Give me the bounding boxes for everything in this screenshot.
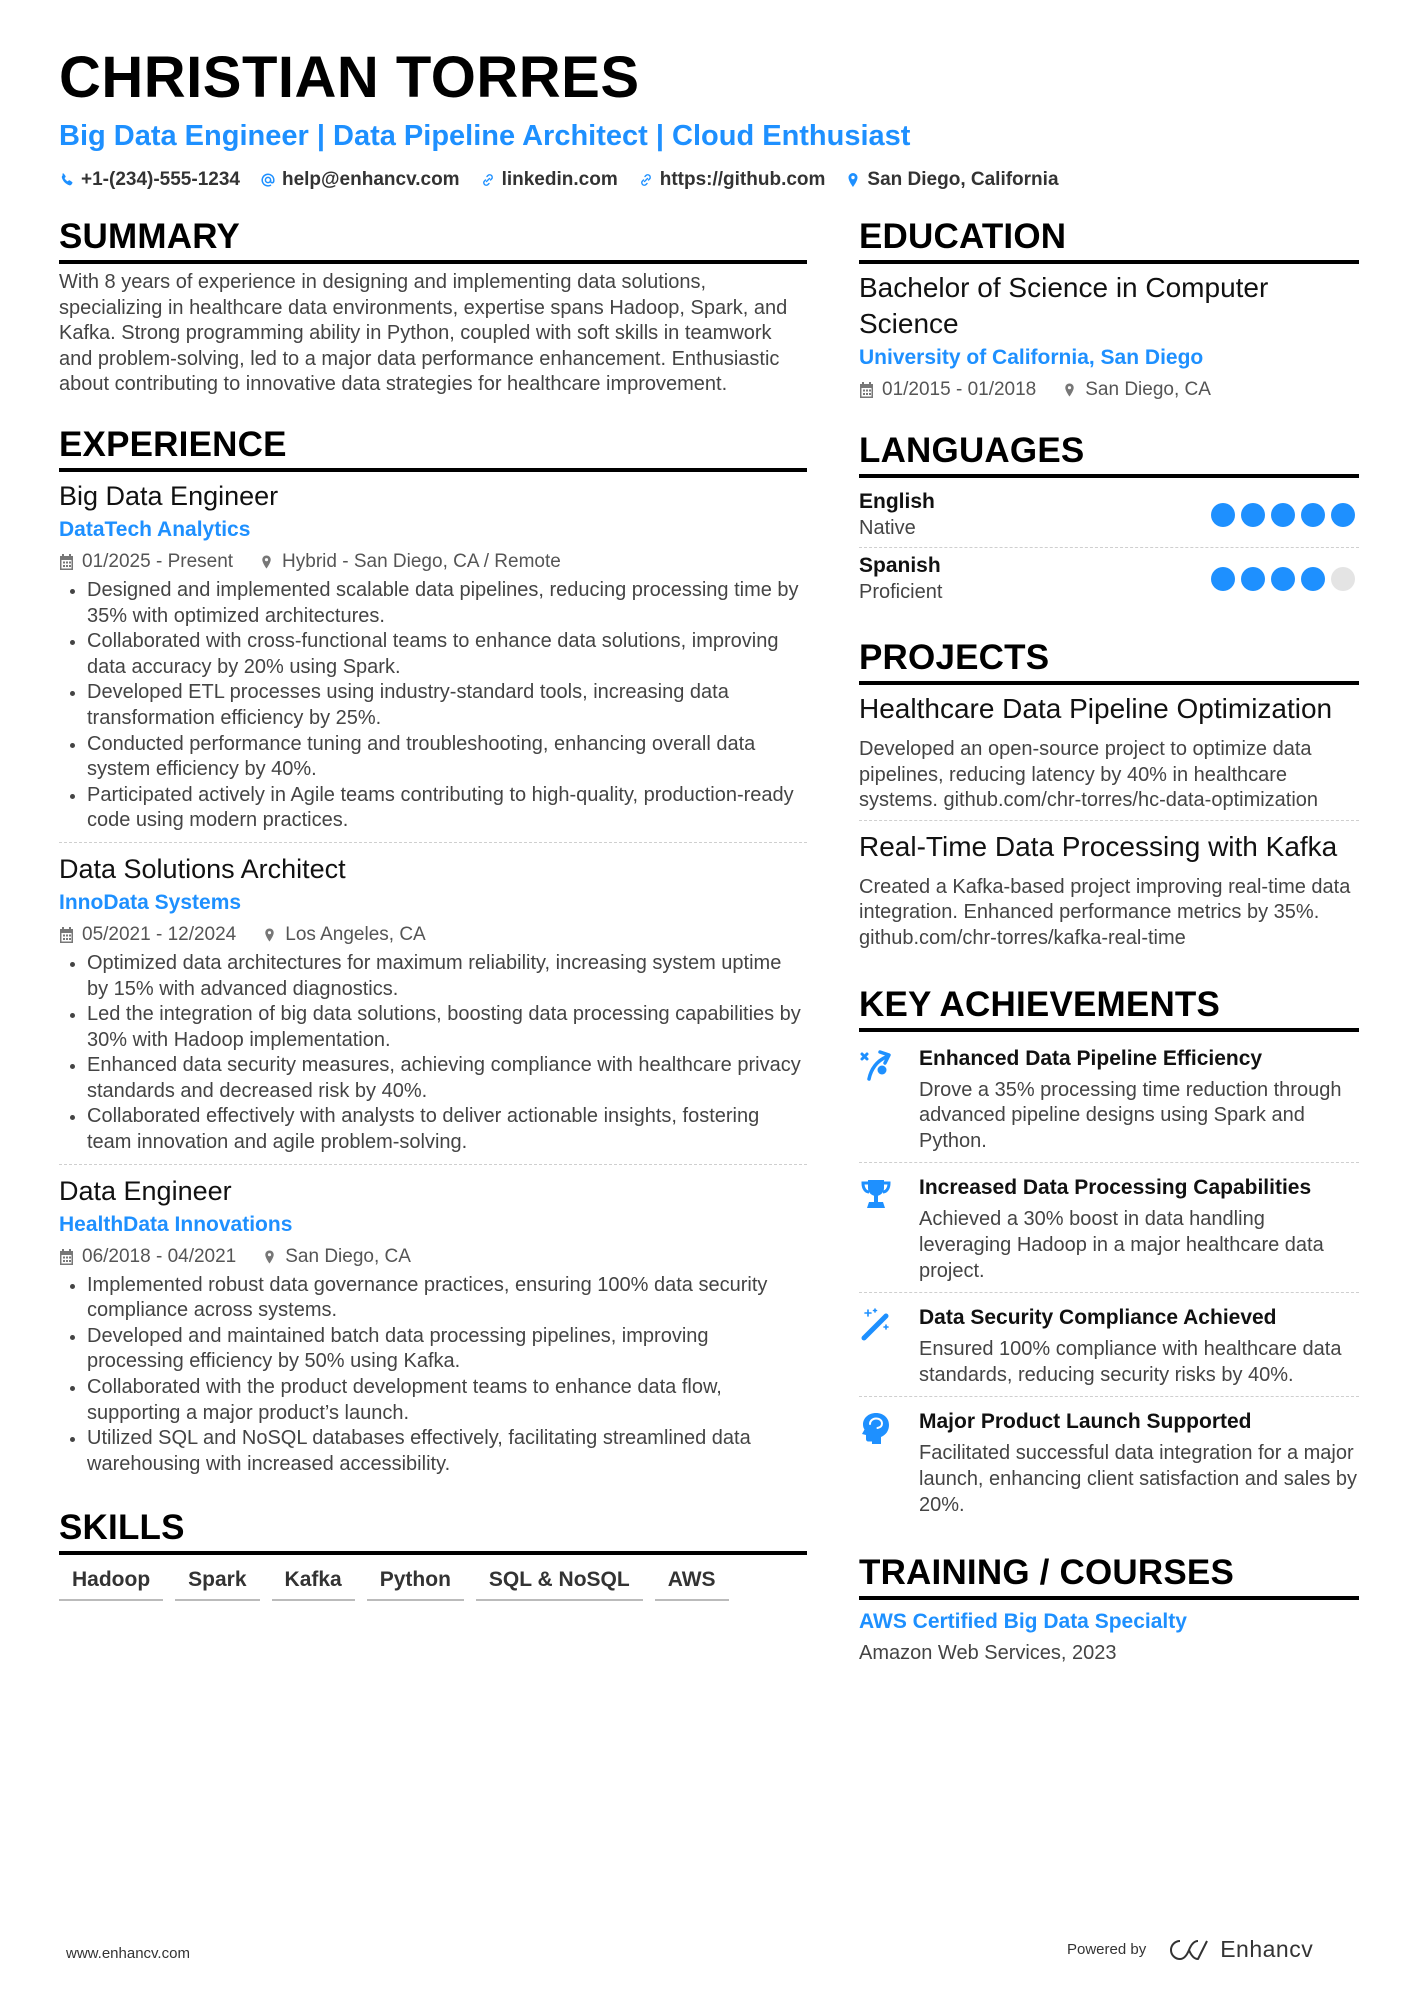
summary-section bbox=[59, 216, 807, 398]
section-title-education: EDUCATION bbox=[859, 217, 1067, 256]
achievement-description: Achieved a 30% boost in data handling leveraging Hadoop in a major healthcare data project. bbox=[919, 1208, 1324, 1282]
job-title: Data Solutions Architect bbox=[59, 853, 346, 884]
section-divider bbox=[59, 260, 807, 264]
bullet-item: Utilized SQL and NoSQL databases effectively, facilitating streamlined data warehousing with increased accessibility. bbox=[59, 1426, 807, 1477]
bullet-item: Designed and implemented scalable data pipelines, reducing processing time by 35% with optimized architectures. bbox=[59, 578, 807, 629]
linkedin-text: linkedin.com bbox=[501, 169, 618, 190]
education-location: San Diego, CA bbox=[1062, 376, 1211, 404]
rating-dot-filled bbox=[1331, 503, 1355, 527]
skills-list bbox=[59, 1563, 807, 1601]
skill-tag: Python bbox=[367, 1563, 464, 1601]
candidate-name: CHRISTIAN TORRES bbox=[59, 45, 640, 110]
location-pin-icon bbox=[845, 172, 861, 188]
calendar-icon bbox=[859, 382, 874, 398]
github-text: https://github.com bbox=[659, 169, 826, 190]
bullet-item: Developed and maintained batch data processing pipelines, improving processing efficiency by 50% using Kafka. bbox=[59, 1324, 807, 1375]
course-title: AWS Certified Big Data Specialty bbox=[859, 1610, 1187, 1634]
rating-dot-filled bbox=[1241, 567, 1265, 591]
rating-dot-filled bbox=[1271, 567, 1295, 591]
section-divider bbox=[59, 1551, 807, 1555]
language-name: English bbox=[859, 490, 935, 513]
right-column bbox=[859, 216, 1359, 1694]
section-divider bbox=[859, 1596, 1359, 1600]
bullet-item: Collaborated with the product development teams to enhance data flow, supporting a major product’s launch. bbox=[59, 1375, 807, 1426]
bullet-item: Conducted performance tuning and troubleshooting, enhancing overall data system efficiency by 40%. bbox=[59, 732, 807, 783]
achievement-item bbox=[859, 1292, 1359, 1396]
bullet-item: Led the integration of big data solutions, boosting data processing capabilities by 30% with Hadoop implementation. bbox=[59, 1002, 807, 1053]
contact-row bbox=[59, 166, 1359, 194]
project-item bbox=[859, 820, 1359, 958]
section-title-languages: LANGUAGES bbox=[859, 431, 1085, 470]
achievements-section bbox=[859, 984, 1359, 1527]
project-title: Healthcare Data Pipeline Optimization bbox=[859, 693, 1333, 724]
job-title: Big Data Engineer bbox=[59, 480, 279, 511]
skill-tag: Hadoop bbox=[59, 1563, 163, 1601]
section-divider bbox=[59, 468, 807, 472]
link-icon bbox=[480, 172, 496, 188]
bullet-item: Enhanced data security measures, achieving compliance with healthcare privacy standards and decreased risk by 40%. bbox=[59, 1053, 807, 1104]
achievement-item bbox=[859, 1162, 1359, 1292]
section-divider bbox=[859, 474, 1359, 478]
education-section bbox=[859, 216, 1359, 404]
bullet-item: Developed ETL processes using industry-standard tools, increasing data transformation efficiency by 25%. bbox=[59, 680, 807, 731]
contact-email[interactable] bbox=[260, 166, 460, 194]
skills-section bbox=[59, 1507, 807, 1601]
section-title-projects: PROJECTS bbox=[859, 638, 1050, 677]
rating-dot-filled bbox=[1211, 503, 1235, 527]
phone-text: +1-(234)-555-1234 bbox=[81, 169, 240, 190]
bullet-item: Optimized data architectures for maximum reliability, increasing system uptime by 15% with advanced diagnostics. bbox=[59, 951, 807, 1002]
skill-tag: Spark bbox=[175, 1563, 259, 1601]
powered-by-label: Powered by bbox=[1067, 1941, 1147, 1958]
section-divider bbox=[859, 681, 1359, 685]
left-column bbox=[59, 216, 807, 1627]
section-divider bbox=[859, 1028, 1359, 1032]
job-dates: 06/2018 - 04/2021 bbox=[59, 1243, 236, 1271]
achievement-item bbox=[859, 1396, 1359, 1526]
experience-entry bbox=[59, 842, 807, 1160]
contact-location bbox=[845, 166, 1058, 194]
degree-title: Bachelor of Science in Computer Science bbox=[859, 272, 1269, 339]
footer-website[interactable]: www.enhancv.com bbox=[66, 1945, 190, 1962]
contact-phone[interactable] bbox=[59, 166, 240, 194]
rating-dot-filled bbox=[1271, 503, 1295, 527]
projects-section bbox=[859, 637, 1359, 958]
calendar-icon bbox=[59, 554, 74, 570]
resume-header bbox=[59, 44, 1359, 194]
job-location: San Diego, CA bbox=[262, 1243, 411, 1271]
education-dates: 01/2015 - 01/2018 bbox=[859, 376, 1036, 404]
project-title: Real-Time Data Processing with Kafka bbox=[859, 830, 1338, 862]
trophy-icon bbox=[859, 1177, 893, 1211]
company-name: DataTech Analytics bbox=[59, 517, 251, 541]
experience-entry bbox=[59, 478, 807, 838]
job-location: Hybrid - San Diego, CA / Remote bbox=[259, 548, 561, 576]
bullet-item: Participated actively in Agile teams contributing to high-quality, production-ready code using modern practices. bbox=[59, 783, 807, 834]
job-title: Data Engineer bbox=[59, 1175, 232, 1206]
achievement-title: Major Product Launch Supported bbox=[919, 1410, 1252, 1434]
contact-github[interactable] bbox=[638, 166, 826, 194]
job-meta bbox=[59, 548, 807, 576]
section-divider bbox=[859, 260, 1359, 264]
enhancv-logo-icon bbox=[1166, 1937, 1212, 1963]
language-rating bbox=[1211, 567, 1359, 591]
achievement-title: Enhanced Data Pipeline Efficiency bbox=[919, 1046, 1263, 1070]
rating-dot-filled bbox=[1241, 503, 1265, 527]
bullet-item: Implemented robust data governance practices, ensuring 100% data security compliance across systems. bbox=[59, 1273, 807, 1324]
contact-linkedin[interactable] bbox=[480, 166, 618, 194]
education-meta bbox=[859, 376, 1359, 404]
language-item bbox=[859, 547, 1359, 611]
section-title-experience: EXPERIENCE bbox=[59, 424, 287, 464]
location-pin-icon bbox=[1062, 382, 1077, 398]
achievement-title: Data Security Compliance Achieved bbox=[919, 1306, 1277, 1330]
section-title-skills: SKILLS bbox=[59, 1508, 185, 1548]
rating-dot-filled bbox=[1301, 567, 1325, 591]
languages-section bbox=[859, 430, 1359, 611]
experience-section bbox=[59, 424, 807, 1481]
magic-wand-icon bbox=[859, 1307, 893, 1341]
email-text: help@enhancv.com bbox=[281, 169, 460, 190]
rating-dot-empty bbox=[1331, 567, 1355, 591]
achievement-description: Ensured 100% compliance with healthcare data standards, reducing security risks by 40%. bbox=[919, 1338, 1342, 1386]
link-icon bbox=[638, 172, 654, 188]
location-pin-icon bbox=[259, 554, 274, 570]
head-brain-icon bbox=[859, 1411, 893, 1445]
bullet-item: Collaborated effectively with analysts to deliver actionable insights, fostering team innovation and agile problem-solving. bbox=[59, 1104, 807, 1155]
school-name: University of California, San Diego bbox=[859, 346, 1204, 369]
brand-name: Enhancv bbox=[1220, 1936, 1314, 1962]
section-title-training: TRAINING / COURSES bbox=[859, 1553, 1235, 1593]
footer-branding bbox=[1067, 1936, 1313, 1963]
summary-text: With 8 years of experience in designing and implementing data solutions, specializing in healthcare data environments, expertise spans Hadoop, Spark, and Kafka. Strong programming ability in Python, coupled with soft skills in teamwork and problem-solving, led to a major data performance enhancement. Enthusiastic about contributing to innovative data strategies for healthcare improvement. bbox=[59, 271, 788, 396]
bullet-item: Collaborated with cross-functional teams to enhance data solutions, improving data accuracy by 20% using Spark. bbox=[59, 629, 807, 680]
job-bullets bbox=[59, 1273, 807, 1478]
achievement-description: Facilitated successful data integration for a major launch, enhancing client satisfaction and sales by 20%. bbox=[919, 1442, 1358, 1516]
skill-tag: SQL & NoSQL bbox=[476, 1563, 643, 1601]
job-location: Los Angeles, CA bbox=[262, 921, 425, 949]
achievement-description: Drove a 35% processing time reduction through advanced pipeline designs using Spark and Python. bbox=[919, 1078, 1342, 1152]
rating-dot-filled bbox=[1211, 567, 1235, 591]
at-icon bbox=[260, 172, 276, 188]
location-pin-icon bbox=[262, 1249, 277, 1265]
skill-tag: AWS bbox=[655, 1563, 729, 1601]
location-text: San Diego, California bbox=[867, 169, 1059, 190]
language-item bbox=[859, 484, 1359, 547]
section-title-summary: SUMMARY bbox=[59, 217, 240, 256]
job-bullets bbox=[59, 578, 807, 834]
course-provider: Amazon Web Services, 2023 bbox=[859, 1642, 1117, 1665]
language-name: Spanish bbox=[859, 554, 941, 577]
strategy-arrow-icon bbox=[859, 1048, 893, 1082]
rating-dot-filled bbox=[1301, 503, 1325, 527]
training-section bbox=[859, 1552, 1359, 1668]
company-name: HealthData Innovations bbox=[59, 1212, 293, 1236]
location-pin-icon bbox=[262, 927, 277, 943]
language-level: Proficient bbox=[859, 581, 943, 603]
achievement-item bbox=[859, 1038, 1359, 1163]
language-rating bbox=[1211, 503, 1359, 527]
project-item bbox=[859, 691, 1359, 820]
experience-entry bbox=[59, 1164, 807, 1482]
candidate-tagline: Big Data Engineer | Data Pipeline Architect | Cloud Enthusiast bbox=[59, 120, 911, 152]
achievement-title: Increased Data Processing Capabilities bbox=[919, 1176, 1312, 1200]
language-level: Native bbox=[859, 517, 916, 539]
project-description: Created a Kafka-based project improving real-time data integration. Enhanced performance metrics by 35%. github.com/chr-torres/kafka-real-time bbox=[859, 875, 1351, 949]
job-dates: 01/2025 - Present bbox=[59, 548, 233, 576]
phone-icon bbox=[59, 172, 75, 188]
company-name: InnoData Systems bbox=[59, 890, 242, 914]
skill-tag: Kafka bbox=[272, 1563, 355, 1601]
enhancv-logo[interactable] bbox=[1166, 1936, 1313, 1963]
job-meta bbox=[59, 921, 807, 949]
job-bullets bbox=[59, 951, 807, 1156]
job-meta bbox=[59, 1243, 807, 1271]
job-dates: 05/2021 - 12/2024 bbox=[59, 921, 236, 949]
section-title-achievements: KEY ACHIEVEMENTS bbox=[859, 984, 1221, 1024]
calendar-icon bbox=[59, 1249, 74, 1265]
calendar-icon bbox=[59, 927, 74, 943]
project-description: Developed an open-source project to optimize data pipelines, reducing latency by 40% in healthcare systems. github.com/chr-torres/hc-data-optimization bbox=[859, 738, 1319, 812]
